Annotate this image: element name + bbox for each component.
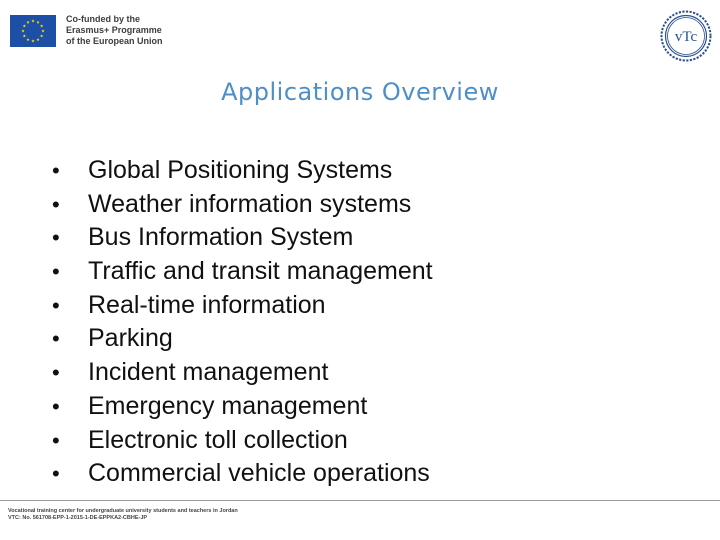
eu-text-line2: Erasmus+ Programme — [66, 25, 162, 35]
list-item-text: Traffic and transit management — [88, 257, 433, 286]
vtc-seal-logo — [660, 10, 712, 62]
bullet-icon: • — [52, 259, 60, 285]
list-item — [52, 457, 433, 491]
list-item — [52, 255, 433, 289]
list-item — [52, 424, 433, 458]
bullet-icon: • — [52, 225, 60, 251]
eu-flag-icon — [10, 15, 56, 47]
list-item — [52, 154, 433, 188]
footer-divider — [0, 500, 720, 501]
list-item — [52, 356, 433, 390]
bullet-icon: • — [52, 191, 60, 217]
bullet-icon: • — [52, 393, 60, 419]
list-item-text: Electronic toll collection — [88, 425, 348, 454]
list-item — [52, 390, 433, 424]
footer-line1: Vocational training center for undergraduate university students and teachers in Jordan — [8, 508, 238, 514]
footer — [8, 508, 238, 522]
list-item-text: Bus Information System — [88, 223, 354, 252]
slide-title — [0, 78, 720, 106]
eu-logo — [10, 14, 163, 47]
svg-text:vTc: vTc — [674, 29, 698, 45]
bullet-icon: • — [52, 158, 60, 183]
bullet-icon: • — [52, 292, 60, 318]
list-item — [52, 289, 433, 323]
slide-title-text: Applications Overview — [221, 78, 499, 106]
bullet-icon: • — [52, 461, 60, 487]
list-item-text: Parking — [88, 324, 173, 353]
list-item-text: Incident management — [88, 358, 329, 387]
list-item-text: Real-time information — [88, 290, 326, 319]
eu-text-line3: of the European Union — [66, 36, 163, 46]
list-item — [52, 322, 433, 356]
applications-list — [52, 154, 433, 491]
bullet-icon: • — [52, 326, 60, 352]
eu-cofunded-text — [66, 14, 163, 47]
list-item-text: Weather information systems — [88, 189, 412, 218]
list-item — [52, 221, 433, 255]
eu-text-line1: Co-funded by the — [66, 14, 140, 24]
footer-line2: VTC: No. 561708-EPP-1-2015-1-DE-EPPKA2-CBHE-JP — [8, 515, 148, 521]
list-item-text: Commercial vehicle operations — [88, 459, 430, 488]
bullet-icon: • — [52, 427, 60, 453]
list-item-text: Emergency management — [88, 391, 368, 420]
list-item — [52, 188, 433, 222]
list-item-text: Global Positioning Systems — [88, 156, 393, 184]
bullet-icon: • — [52, 360, 60, 386]
